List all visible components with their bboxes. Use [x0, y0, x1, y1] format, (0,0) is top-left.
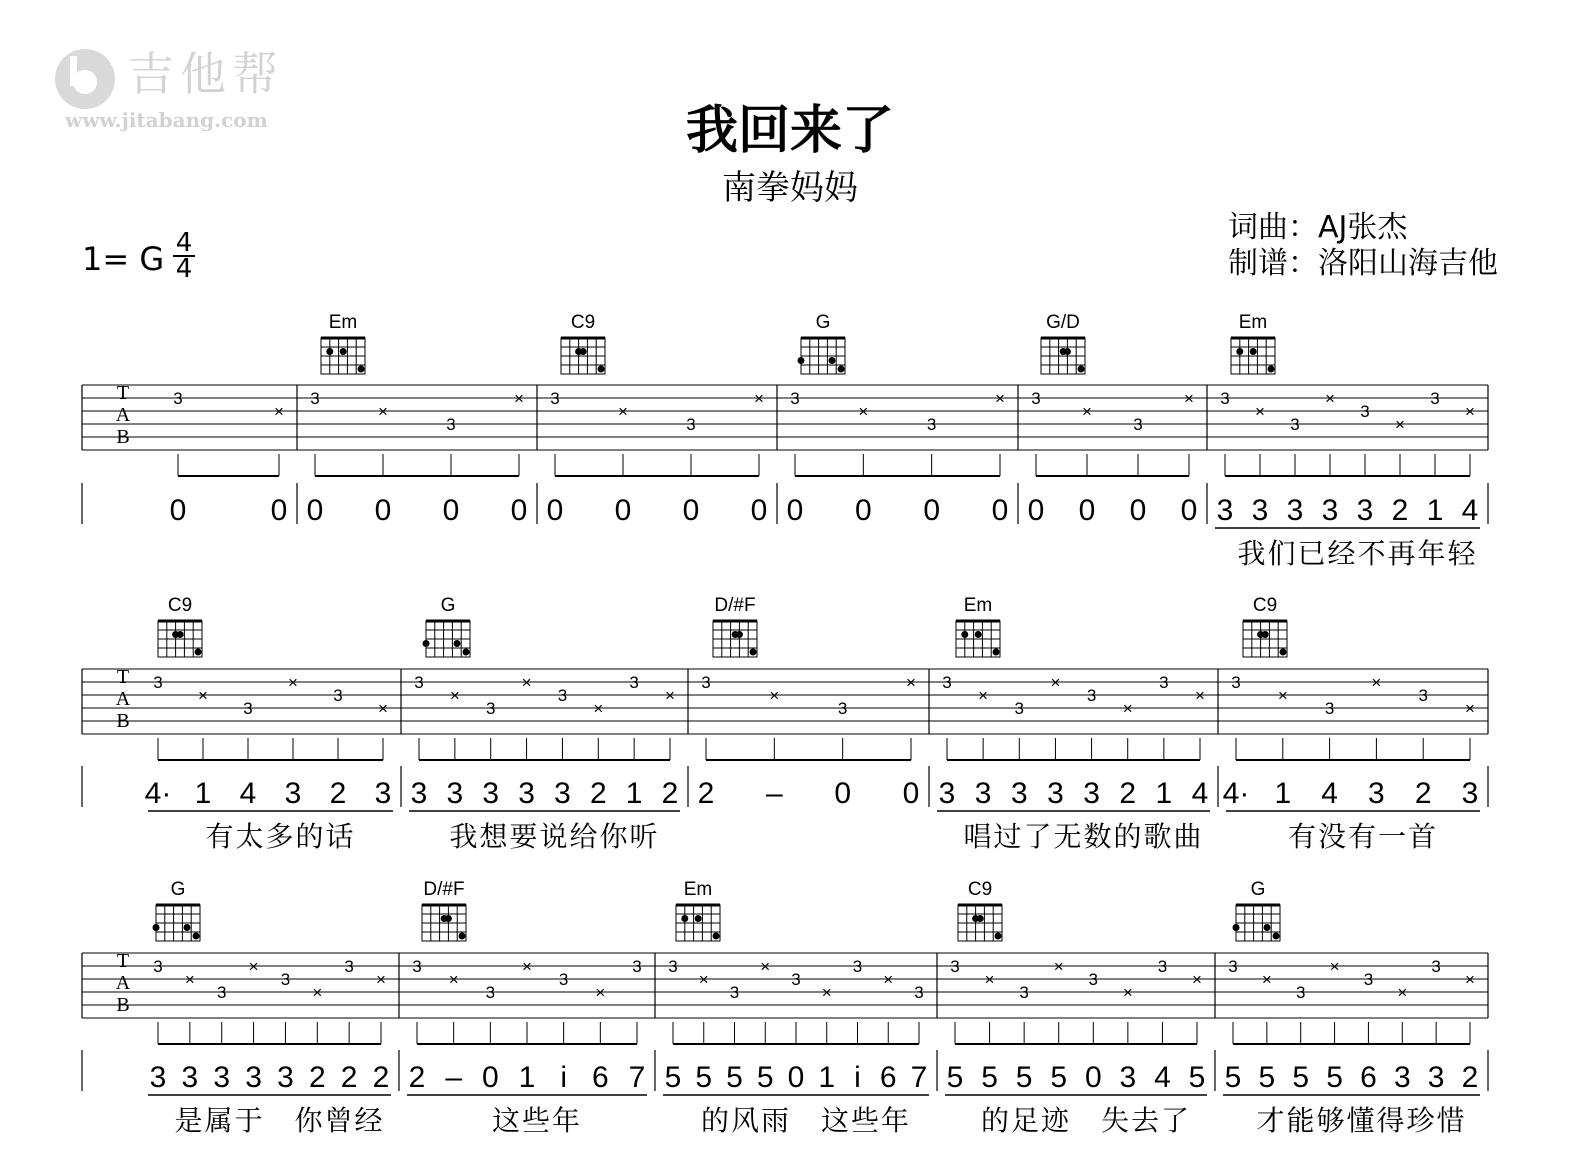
tab-stroke: 3: [414, 673, 424, 692]
jianpu-note: 4: [239, 777, 257, 810]
tab-stroke: 3: [1088, 970, 1099, 989]
lyric-line: 唱过了无数的歌曲: [963, 820, 1204, 853]
jianpu-note: 2: [1391, 494, 1409, 527]
jianpu-note: 3: [1119, 1061, 1137, 1094]
jianpu-note: 0: [682, 494, 700, 527]
jianpu-note: 1: [625, 777, 643, 810]
jianpu-note: 0: [374, 494, 392, 527]
tab-stroke: 3: [632, 957, 642, 976]
tab-stroke: ×: [274, 402, 284, 421]
tab-stroke: 3: [557, 686, 568, 705]
chord-dot: [340, 348, 347, 355]
tab-stroke: 3: [729, 983, 740, 1002]
jianpu-note: 3: [518, 777, 535, 810]
transcriber: 制谱：洛阳山海吉他: [1228, 246, 1498, 281]
tab-stroke: 3: [1324, 699, 1335, 718]
jianpu-note: 1: [1155, 777, 1173, 810]
chord-name: Em: [328, 312, 358, 333]
jianpu-note: 0: [1027, 494, 1045, 527]
chord-name: G: [170, 879, 186, 900]
tab-stroke: ×: [1371, 673, 1382, 692]
jianpu-note: 1: [1274, 777, 1292, 810]
tab-stroke: ×: [1277, 686, 1288, 705]
tab-clef-letter: A: [115, 972, 131, 994]
chord-name: G/D: [1046, 312, 1080, 333]
tab-stroke: ×: [1395, 415, 1405, 434]
tab-stroke: ×: [184, 970, 195, 989]
tab-clef-letter: B: [116, 994, 130, 1016]
jianpu-note: 3: [1083, 777, 1100, 810]
tab-stroke: 3: [1295, 983, 1306, 1002]
jianpu-note: 2: [1414, 777, 1432, 810]
jianpu-note: 0: [510, 494, 528, 527]
jianpu-note: 0: [923, 494, 941, 527]
jianpu-note: 2: [697, 777, 715, 810]
jianpu-note: 0: [270, 494, 288, 527]
chord-dot: [177, 631, 184, 638]
tab-stroke: ×: [521, 673, 532, 692]
chord-dot: [1060, 348, 1067, 355]
jianpu-note: 3: [554, 777, 571, 810]
jianpu-note: 5: [726, 1061, 743, 1094]
tab-stroke: ×: [1184, 389, 1194, 408]
tab-stroke: ×: [1329, 957, 1340, 976]
jianpu-note: 3: [1368, 777, 1385, 810]
tab-stroke: 3: [1220, 389, 1230, 408]
lyric-line: 才能够懂得珍惜: [1256, 1104, 1467, 1137]
chord-name: G: [1250, 879, 1266, 900]
tab-stroke: ×: [1122, 699, 1133, 718]
jianpu-note: 3: [1216, 494, 1234, 527]
jianpu-note: 0: [306, 494, 324, 527]
tab-stroke: ×: [1255, 402, 1265, 421]
tab-stroke: 3: [791, 970, 801, 989]
jianpu-note: 2: [408, 1061, 426, 1094]
jianpu-note: 3: [277, 1061, 294, 1094]
chord-name: C9: [167, 595, 193, 616]
jianpu-note: 2: [1461, 1061, 1479, 1094]
tab-stroke: ×: [698, 970, 709, 989]
tab-stroke: 3: [1418, 686, 1428, 705]
chord-name: C9: [967, 879, 993, 900]
tab-stroke: 3: [1157, 957, 1168, 976]
tab-stroke: 3: [558, 970, 569, 989]
jianpu-note: 4·: [144, 777, 172, 810]
jianpu-note: 3: [213, 1061, 231, 1094]
key-signature: 1= G: [82, 240, 165, 278]
tab-stroke: 3: [550, 389, 560, 408]
chord-dot: [153, 924, 160, 931]
tab-stroke: ×: [376, 970, 386, 989]
tab-stroke: ×: [754, 389, 764, 408]
jianpu-note: 7: [628, 1061, 646, 1094]
jianpu-note: 2: [308, 1061, 326, 1094]
tab-stroke: 3: [485, 699, 496, 718]
jianpu-note: 0: [786, 494, 804, 527]
chord-dot: [977, 915, 984, 922]
jianpu-note: 0: [1078, 494, 1096, 527]
tab-stroke: ×: [760, 957, 771, 976]
tab-stroke: 3: [1019, 983, 1029, 1002]
tab-stroke: 3: [1431, 957, 1441, 976]
tab-stroke: ×: [1122, 983, 1133, 1002]
tab-clef-letter: B: [116, 710, 130, 732]
chord-dot: [829, 357, 836, 364]
jianpu-note: 5: [1224, 1061, 1242, 1094]
tab-stroke: 3: [686, 415, 696, 434]
tab-stroke: ×: [248, 957, 259, 976]
jianpu-note: 5: [1015, 1061, 1033, 1094]
tab-stroke: ×: [1053, 957, 1064, 976]
tab-stroke: ×: [995, 389, 1005, 408]
jianpu-note: 2: [372, 1061, 390, 1094]
jianpu-note: 0: [834, 777, 852, 810]
tab-stroke: 3: [243, 699, 253, 718]
tab-stroke: ×: [665, 686, 675, 705]
tab-stroke: ×: [858, 402, 869, 421]
tab-stroke: ×: [1465, 699, 1475, 718]
jianpu-note: 4: [1461, 494, 1479, 527]
tab-stroke: 3: [1159, 673, 1169, 692]
tab-stroke: 3: [914, 983, 924, 1002]
tab-stroke: 3: [668, 957, 678, 976]
tab-stroke: ×: [1465, 402, 1475, 421]
lyric-line: 有没有一首: [1287, 820, 1439, 853]
tab-stroke: 3: [629, 673, 639, 692]
tab-stroke: 3: [173, 389, 183, 408]
jianpu-note: 4: [1191, 777, 1209, 810]
lyric-line: 有太多的话: [205, 820, 356, 853]
tab-stroke: ×: [514, 389, 524, 408]
jianpu-note: 6: [591, 1061, 609, 1094]
tab-stroke: 3: [701, 673, 711, 692]
jianpu-note: 0: [546, 494, 564, 527]
time-signature-bottom: 4: [175, 254, 193, 284]
lyricist-composer: 词曲：AJ张杰: [1228, 210, 1408, 245]
jianpu-note: 4: [1321, 777, 1338, 810]
chord-dot: [732, 631, 739, 638]
tab-stroke: ×: [1192, 970, 1202, 989]
tab-stroke: 3: [1228, 957, 1238, 976]
jianpu-note: 1: [194, 777, 212, 810]
chord-name: C9: [570, 312, 596, 333]
chord-dot: [326, 348, 333, 355]
jianpu-note: 1: [518, 1061, 536, 1094]
tab-stroke: ×: [978, 686, 989, 705]
jianpu-note: 3: [1321, 494, 1339, 527]
jianpu-note: 0: [1180, 494, 1198, 527]
chord-name: C9: [1252, 595, 1278, 616]
tab-stroke: 3: [412, 957, 422, 976]
tab-stroke: 3: [1360, 402, 1370, 421]
tab-stroke: ×: [312, 983, 323, 1002]
chord-dot: [750, 649, 757, 656]
jianpu-note: 0: [169, 494, 187, 527]
jianpu-note: 5: [695, 1061, 713, 1094]
chord-dot: [1280, 649, 1287, 656]
chord-dot: [1233, 924, 1240, 931]
chord-dot: [995, 933, 1002, 940]
tab-stroke: 3: [1363, 970, 1374, 989]
chord-name: G: [815, 312, 831, 333]
song-artist: 南拳妈妈: [722, 168, 858, 208]
jianpu-note: 3: [1393, 1061, 1411, 1094]
tab-stroke: 3: [333, 686, 343, 705]
jianpu-note: 5: [756, 1061, 774, 1094]
jianpu-note: 3: [938, 777, 956, 810]
watermark-url: www.jitabang.com: [65, 108, 268, 132]
jianpu-note: 3: [181, 1061, 199, 1094]
chord-dot: [1262, 631, 1269, 638]
jianpu-note: –: [765, 777, 783, 810]
chord-dot: [961, 631, 968, 638]
tab-stroke: 3: [1031, 389, 1041, 408]
tab-stroke: 3: [1014, 699, 1025, 718]
chord-dot: [454, 640, 461, 647]
tab-stroke: 3: [926, 415, 937, 434]
jianpu-note: i: [854, 1061, 861, 1094]
chord-name: Em: [963, 595, 993, 616]
tab-stroke: 3: [852, 957, 863, 976]
jianpu-note: 2: [1119, 777, 1137, 810]
jianpu-note: 6: [879, 1061, 897, 1094]
jianpu-note: 0: [1084, 1061, 1102, 1094]
chord-dot: [358, 366, 365, 373]
jianpu-note: 5: [1188, 1061, 1206, 1094]
tab-stroke: 3: [344, 957, 354, 976]
jianpu-note: 3: [974, 777, 992, 810]
chord-dot: [1264, 924, 1271, 931]
jianpu-note: 4·: [1222, 777, 1250, 810]
jianpu-note: 0: [442, 494, 460, 527]
chord-dot: [1236, 348, 1243, 355]
tab-stroke: 3: [446, 415, 456, 434]
jianpu-note: 0: [481, 1061, 499, 1094]
chord-dot: [798, 357, 805, 364]
tab-clef-letter: T: [116, 382, 130, 404]
tab-stroke: ×: [378, 402, 388, 421]
chord-name: Em: [683, 879, 713, 900]
tab-stroke: 3: [485, 983, 496, 1002]
jianpu-note: 3: [245, 1061, 262, 1094]
chord-dot: [1268, 366, 1275, 373]
tab-stroke: ×: [198, 686, 208, 705]
tab-stroke: ×: [1082, 402, 1092, 421]
jianpu-note: 6: [1360, 1061, 1377, 1094]
tab-stroke: 3: [837, 699, 848, 718]
chord-name: G: [440, 595, 456, 616]
lyric-line: 我们已经不再年轻: [1237, 537, 1478, 570]
tab-stroke: ×: [1397, 983, 1408, 1002]
chord-dot: [184, 924, 191, 931]
jianpu-note: 3: [1251, 494, 1269, 527]
lyric-line: 是属于 你曾经: [174, 1104, 385, 1137]
jianpu-note: 0: [750, 494, 768, 527]
tab-stroke: ×: [984, 970, 995, 989]
tab-clef-letter: A: [115, 688, 131, 710]
chord-dot: [580, 348, 587, 355]
jianpu-note: 5: [664, 1061, 682, 1094]
chord-dot: [1273, 933, 1280, 940]
chord-name: D/#F: [423, 879, 465, 900]
chord-dot: [975, 631, 982, 638]
jianpu-note: 4: [1154, 1061, 1171, 1094]
jianpu-note: 0: [902, 777, 920, 810]
tab-stroke: 3: [790, 389, 800, 408]
chord-dot: [681, 915, 688, 922]
chord-dot: [713, 933, 720, 940]
lyric-line: 这些年: [491, 1104, 583, 1137]
jianpu-note: 2: [340, 1061, 358, 1094]
tab-clef-letter: T: [116, 950, 130, 972]
jianpu-note: 5: [1258, 1061, 1276, 1094]
jianpu-note: 0: [614, 494, 632, 527]
tab-stroke: ×: [1325, 389, 1335, 408]
chord-name: D/#F: [714, 595, 756, 616]
chord-dot: [441, 915, 448, 922]
jianpu-note: 3: [482, 777, 500, 810]
tab-stroke: ×: [449, 686, 460, 705]
chord-dot: [195, 649, 202, 656]
chord-dot: [1078, 366, 1085, 373]
jianpu-note: –: [445, 1061, 463, 1094]
tab-stroke: ×: [883, 970, 894, 989]
jianpu-note: 3: [1356, 494, 1374, 527]
tab-stroke: 3: [950, 957, 960, 976]
tab-stroke: ×: [378, 699, 388, 718]
jianpu-note: 0: [1129, 494, 1147, 527]
jianpu-note: 5: [1292, 1061, 1310, 1094]
jianpu-note: 0: [854, 494, 872, 527]
tab-stroke: ×: [1465, 970, 1475, 989]
watermark-brand-name: 吉他帮: [128, 47, 284, 101]
time-signature-top: 4: [175, 228, 193, 258]
jianpu-note: 5: [981, 1061, 998, 1094]
lyric-line: 我想要说给你听: [449, 820, 660, 853]
tab-stroke: ×: [1261, 970, 1272, 989]
tab-stroke: ×: [593, 699, 604, 718]
jianpu-note: 3: [1010, 777, 1028, 810]
tab-stroke: ×: [1195, 686, 1205, 705]
jianpu-note: 3: [446, 777, 464, 810]
tab-stroke: ×: [522, 957, 532, 976]
jianpu-note: i: [560, 1061, 568, 1094]
song-title: 我回来了: [685, 101, 894, 161]
tab-clef-letter: A: [115, 404, 131, 426]
chord-dot: [1250, 348, 1257, 355]
jianpu-note: 5: [1050, 1061, 1068, 1094]
chord-name: Em: [1238, 312, 1268, 333]
jianpu-note: 5: [1326, 1061, 1343, 1094]
chord-dot: [598, 366, 605, 373]
lyric-line: 的足迹 失去了: [980, 1104, 1192, 1137]
tab-stroke: 3: [216, 983, 227, 1002]
tab-stroke: ×: [448, 970, 459, 989]
chord-dot: [193, 933, 200, 940]
jianpu-note: 3: [149, 1061, 167, 1094]
chord-dot: [463, 649, 470, 656]
tab-stroke: 3: [942, 673, 952, 692]
jianpu-note: 0: [787, 1061, 805, 1094]
tab-stroke: 3: [1231, 673, 1241, 692]
jianpu-note: 2: [329, 777, 347, 810]
jianpu-note: 1: [1426, 494, 1444, 527]
tab-clef-letter: T: [116, 666, 130, 688]
tab-stroke: ×: [595, 983, 606, 1002]
jianpu-note: 3: [1047, 777, 1064, 810]
tab-stroke: ×: [288, 673, 298, 692]
chord-dot: [423, 640, 430, 647]
tab-stroke: 3: [310, 389, 320, 408]
jianpu-note: 3: [1427, 1061, 1445, 1094]
jianpu-note: 0: [991, 494, 1009, 527]
jianpu-note: 5: [946, 1061, 964, 1094]
tab-stroke: ×: [618, 402, 628, 421]
tab-stroke: 3: [280, 970, 291, 989]
tab-stroke: ×: [906, 673, 916, 692]
jianpu-note: 2: [661, 777, 679, 810]
tab-clef-letter: B: [116, 426, 130, 448]
jianpu-note: 7: [910, 1061, 928, 1094]
chord-dot: [695, 915, 702, 922]
tab-stroke: 3: [1133, 415, 1143, 434]
tab-stroke: ×: [1050, 673, 1061, 692]
jianpu-note: 3: [1461, 777, 1479, 810]
tab-stroke: ×: [821, 983, 832, 1002]
jianpu-note: 3: [1286, 494, 1304, 527]
jianpu-note: 2: [589, 777, 607, 810]
tab-stroke: 3: [1086, 686, 1097, 705]
jianpu-note: 3: [284, 777, 302, 810]
tab-stroke: 3: [1430, 389, 1440, 408]
chord-dot: [838, 366, 845, 373]
jianpu-note: 1: [818, 1061, 836, 1094]
chord-dot: [459, 933, 466, 940]
jianpu-note: 3: [410, 777, 428, 810]
tab-stroke: 3: [1290, 415, 1300, 434]
tab-stroke: 3: [153, 957, 163, 976]
chord-dot: [993, 649, 1000, 656]
lyric-line: 的风雨 这些年: [700, 1104, 912, 1137]
tab-stroke: 3: [153, 673, 163, 692]
jianpu-note: 3: [374, 777, 392, 810]
tab-stroke: ×: [769, 686, 780, 705]
